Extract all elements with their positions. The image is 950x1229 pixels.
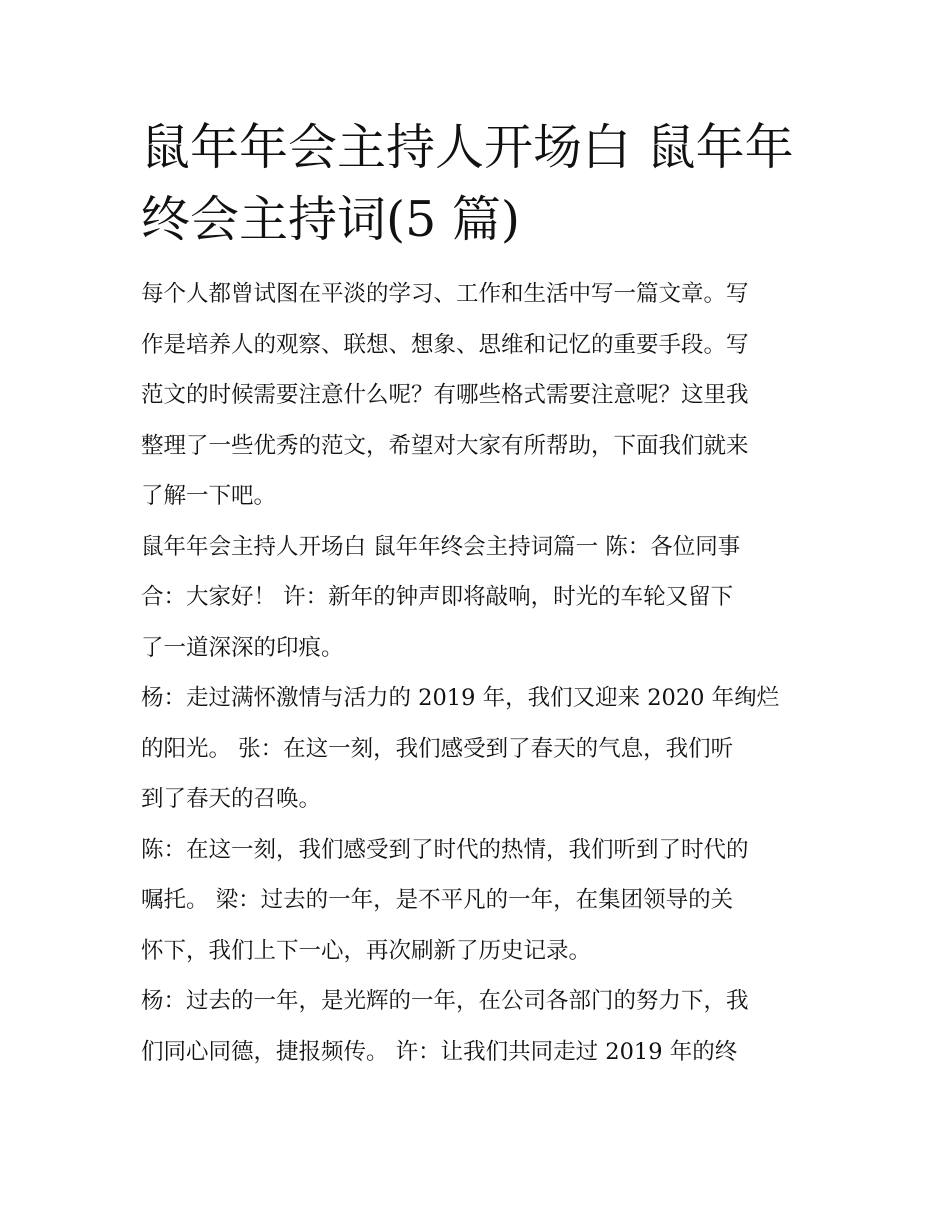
document-body <box>141 269 821 1077</box>
text-line: 杨：过去的一年，是光辉的一年，在公司各部门的努力下，我 <box>141 988 749 1014</box>
document-content <box>141 112 821 1077</box>
title-line-2: 终会主持词(5 篇) <box>141 191 520 248</box>
text-line: 了一道深深的印痕。 <box>141 634 344 661</box>
paragraph-yang-xu <box>141 976 821 1077</box>
paragraph-opening <box>141 522 821 674</box>
text-line: 的阳光。 张：在这一刻，我们感受到了春天的气息，我们听 <box>141 735 734 762</box>
text-line: 鼠年年会主持人开场白 鼠年年终会主持词篇一 陈：各位同事 <box>141 533 741 560</box>
text-line: 到了春天的召唤。 <box>141 786 322 812</box>
text-line: 陈：在这一刻，我们感受到了时代的热情，我们听到了时代的 <box>141 836 749 863</box>
text-line: 怀下，我们上下一心，再次刷新了历史记录。 <box>141 937 592 964</box>
text-line: 嘱托。 梁：过去的一年，是不平凡的一年，在集团领导的关 <box>141 887 734 913</box>
title-line-1: 鼠年年会主持人开场白 鼠年年 <box>141 119 794 176</box>
paragraph-chen-liang <box>141 825 821 977</box>
document-title <box>141 112 811 256</box>
text-line: 整理了一些优秀的范文，希望对大家有所帮助，下面我们就来 <box>141 432 749 459</box>
text-line: 范文的时候需要注意什么呢？有哪些格式需要注意呢？这里我 <box>141 382 749 408</box>
text-line: 合：大家好！ 许：新年的钟声即将敲响，时光的车轮又留下 <box>141 584 734 610</box>
paragraph-intro <box>141 269 821 522</box>
paragraph-yang-zhang <box>141 673 821 825</box>
text-line: 杨：走过满怀激情与活力的 2019 年，我们又迎来 2020 年绚烂 <box>141 685 780 711</box>
text-line: 每个人都曾试图在平淡的学习、工作和生活中写一篇文章。写 <box>141 281 749 307</box>
text-line: 了解一下吧。 <box>141 483 277 509</box>
text-line: 们同心同德，捷报频传。 许：让我们共同走过 2019 年的终 <box>141 1038 738 1065</box>
text-line: 作是培养人的观察、联想、想象、思维和记忆的重要手段。写 <box>141 331 749 358</box>
